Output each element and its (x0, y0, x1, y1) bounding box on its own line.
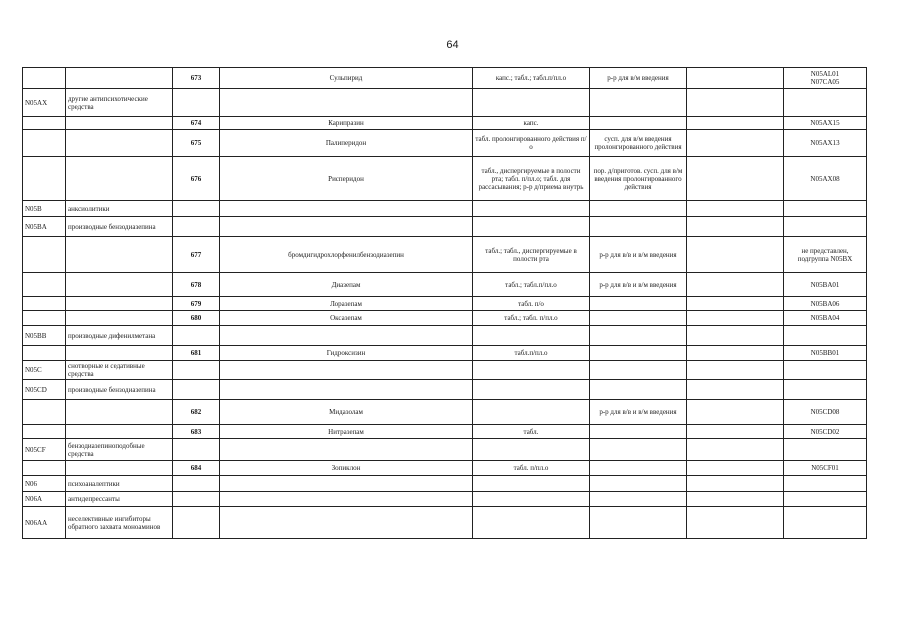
injection-form-cell (590, 201, 687, 217)
oral-form-cell: табл.п/пл.о (473, 346, 590, 361)
injection-form-cell (590, 346, 687, 361)
extra-cell (687, 346, 784, 361)
extra-cell (687, 273, 784, 297)
extra-cell (687, 425, 784, 439)
atc-code-cell (23, 237, 66, 273)
atc-match-cell: N05BA01 (784, 273, 867, 297)
atc-code-cell (23, 311, 66, 326)
group-name-cell (66, 400, 173, 425)
drug-name-cell (220, 201, 473, 217)
group-name-cell (66, 117, 173, 130)
row-number-cell: 680 (173, 311, 220, 326)
atc-code-cell (23, 117, 66, 130)
page-number: 64 (446, 39, 459, 51)
atc-code-cell: N05BB (23, 326, 66, 346)
drug-table (22, 67, 867, 539)
injection-form-cell (590, 361, 687, 380)
atc-code-cell: N05C (23, 361, 66, 380)
oral-form-cell (473, 326, 590, 346)
oral-form-cell (473, 476, 590, 492)
row-number-cell (173, 217, 220, 237)
row-number-cell: 679 (173, 297, 220, 311)
oral-form-cell (473, 492, 590, 507)
extra-cell (687, 326, 784, 346)
group-name-cell (66, 461, 173, 476)
drug-name-cell: Карипразин (220, 117, 473, 130)
table-row (23, 476, 867, 492)
group-name-cell (66, 425, 173, 439)
row-number-cell: 674 (173, 117, 220, 130)
extra-cell (687, 68, 784, 89)
group-name-cell: анксиолитики (66, 201, 173, 217)
group-name-cell (66, 130, 173, 157)
table-row (23, 117, 867, 130)
oral-form-cell: табл. п/пл.о (473, 461, 590, 476)
table-row (23, 130, 867, 157)
group-name-cell: другие антипсихотические средства (66, 89, 173, 117)
group-name-cell: снотворные и седативные средства (66, 361, 173, 380)
atc-match-cell (784, 507, 867, 539)
table-row (23, 400, 867, 425)
group-name-cell (66, 157, 173, 201)
table-row (23, 461, 867, 476)
extra-cell (687, 297, 784, 311)
group-name-cell: психоаналептики (66, 476, 173, 492)
row-number-cell: 678 (173, 273, 220, 297)
atc-match-cell (784, 492, 867, 507)
oral-form-cell: табл., диспергируемые в полости рта; табл. п/пл.о; табл. для рассасывания; р-р д/приема внутрь (473, 157, 590, 201)
row-number-cell (173, 380, 220, 400)
group-name-cell: производные бензодиазепина (66, 217, 173, 237)
atc-match-cell (784, 326, 867, 346)
row-number-cell: 677 (173, 237, 220, 273)
injection-form-cell: р-р для в/м введения (590, 68, 687, 89)
atc-code-cell (23, 273, 66, 297)
extra-cell (687, 237, 784, 273)
injection-form-cell: сусп. для в/м введения пролонгированного действия (590, 130, 687, 157)
row-number-cell: 683 (173, 425, 220, 439)
table-row (23, 201, 867, 217)
atc-match-cell: N05BA06 (784, 297, 867, 311)
injection-form-cell (590, 439, 687, 461)
oral-form-cell: табл.; табл.п/пл.о (473, 273, 590, 297)
row-number-cell (173, 201, 220, 217)
oral-form-cell (473, 217, 590, 237)
atc-code-cell (23, 425, 66, 439)
atc-code-cell (23, 130, 66, 157)
row-number-cell (173, 439, 220, 461)
drug-name-cell: Оксазепам (220, 311, 473, 326)
drug-name-cell: Палиперидон (220, 130, 473, 157)
extra-cell (687, 217, 784, 237)
drug-name-cell: бромдигидрохлорфенилбензодиазепин (220, 237, 473, 273)
drug-name-cell (220, 476, 473, 492)
extra-cell (687, 157, 784, 201)
atc-match-cell: не представлен, подгруппа N05BX (784, 237, 867, 273)
oral-form-cell: табл. (473, 425, 590, 439)
injection-form-cell (590, 326, 687, 346)
row-number-cell: 673 (173, 68, 220, 89)
atc-match-cell (784, 380, 867, 400)
injection-form-cell: р-р для в/в и в/м введения (590, 273, 687, 297)
drug-name-cell: Рисперидон (220, 157, 473, 201)
table-row (23, 425, 867, 439)
group-name-cell (66, 68, 173, 89)
drug-name-cell: Зопиклон (220, 461, 473, 476)
atc-match-cell (784, 476, 867, 492)
injection-form-cell (590, 297, 687, 311)
injection-form-cell: р-р для в/в и в/м введения (590, 400, 687, 425)
group-name-cell (66, 346, 173, 361)
row-number-cell (173, 326, 220, 346)
extra-cell (687, 130, 784, 157)
extra-cell (687, 476, 784, 492)
row-number-cell (173, 492, 220, 507)
atc-code-cell (23, 297, 66, 311)
drug-name-cell (220, 326, 473, 346)
row-number-cell: 676 (173, 157, 220, 201)
extra-cell (687, 89, 784, 117)
table-row (23, 311, 867, 326)
oral-form-cell: капс. (473, 117, 590, 130)
atc-code-cell: N06AA (23, 507, 66, 539)
injection-form-cell (590, 507, 687, 539)
table-row (23, 492, 867, 507)
group-name-cell: производные дифенилметана (66, 326, 173, 346)
table-row (23, 273, 867, 297)
row-number-cell: 681 (173, 346, 220, 361)
table-row (23, 439, 867, 461)
injection-form-cell (590, 117, 687, 130)
oral-form-cell (473, 380, 590, 400)
row-number-cell (173, 361, 220, 380)
extra-cell (687, 492, 784, 507)
oral-form-cell (473, 201, 590, 217)
injection-form-cell: пор. д/приготов. сусп. для в/м введения пролонгированного действия (590, 157, 687, 201)
atc-match-cell: N05AL01 N07CA05 (784, 68, 867, 89)
atc-match-cell (784, 361, 867, 380)
injection-form-cell (590, 476, 687, 492)
drug-name-cell: Нитразепам (220, 425, 473, 439)
group-name-cell: производные бензодиазепина (66, 380, 173, 400)
atc-match-cell: N05AX08 (784, 157, 867, 201)
drug-name-cell: Мидазолам (220, 400, 473, 425)
table-row (23, 507, 867, 539)
atc-code-cell: N05BA (23, 217, 66, 237)
atc-code-cell: N05AX (23, 89, 66, 117)
table-row (23, 297, 867, 311)
extra-cell (687, 461, 784, 476)
drug-name-cell: Гидроксизин (220, 346, 473, 361)
drug-name-cell (220, 217, 473, 237)
extra-cell (687, 380, 784, 400)
atc-match-cell: N05BA04 (784, 311, 867, 326)
extra-cell (687, 201, 784, 217)
oral-form-cell (473, 89, 590, 117)
atc-code-cell (23, 461, 66, 476)
row-number-cell: 684 (173, 461, 220, 476)
drug-name-cell: Сульпирид (220, 68, 473, 89)
row-number-cell: 682 (173, 400, 220, 425)
group-name-cell: бензодиазепиноподобные средства (66, 439, 173, 461)
table-row (23, 346, 867, 361)
oral-form-cell (473, 400, 590, 425)
row-number-cell (173, 476, 220, 492)
atc-match-cell (784, 217, 867, 237)
drug-name-cell (220, 361, 473, 380)
table-row (23, 157, 867, 201)
extra-cell (687, 117, 784, 130)
table-row (23, 68, 867, 89)
group-name-cell (66, 311, 173, 326)
atc-code-cell: N06A (23, 492, 66, 507)
injection-form-cell (590, 492, 687, 507)
drug-name-cell: Лоразепам (220, 297, 473, 311)
oral-form-cell: табл. пролонгированного действия п/о (473, 130, 590, 157)
atc-match-cell (784, 439, 867, 461)
drug-name-cell (220, 507, 473, 539)
drug-name-cell (220, 380, 473, 400)
injection-form-cell (590, 311, 687, 326)
atc-match-cell: N05AX13 (784, 130, 867, 157)
row-number-cell: 675 (173, 130, 220, 157)
injection-form-cell (590, 380, 687, 400)
oral-form-cell: капс.; табл.; табл.п/пл.о (473, 68, 590, 89)
atc-match-cell: N05CF01 (784, 461, 867, 476)
group-name-cell (66, 237, 173, 273)
group-name-cell: антидепрессанты (66, 492, 173, 507)
drug-name-cell (220, 89, 473, 117)
injection-form-cell: р-р для в/в и в/м введения (590, 237, 687, 273)
group-name-cell (66, 297, 173, 311)
row-number-cell (173, 89, 220, 117)
atc-code-cell (23, 400, 66, 425)
drug-name-cell: Диазепам (220, 273, 473, 297)
oral-form-cell: табл. п/о (473, 297, 590, 311)
atc-code-cell (23, 157, 66, 201)
atc-match-cell: N05BB01 (784, 346, 867, 361)
atc-code-cell (23, 68, 66, 89)
drug-name-cell (220, 439, 473, 461)
table-row (23, 217, 867, 237)
extra-cell (687, 311, 784, 326)
atc-match-cell: N05AX15 (784, 117, 867, 130)
atc-code-cell: N05CF (23, 439, 66, 461)
table-row (23, 237, 867, 273)
atc-code-cell: N06 (23, 476, 66, 492)
atc-match-cell: N05CD08 (784, 400, 867, 425)
table-row (23, 380, 867, 400)
injection-form-cell (590, 461, 687, 476)
oral-form-cell (473, 507, 590, 539)
oral-form-cell: табл.; табл., диспергируемые в полости рта (473, 237, 590, 273)
extra-cell (687, 439, 784, 461)
atc-match-cell: N05CD02 (784, 425, 867, 439)
group-name-cell (66, 273, 173, 297)
row-number-cell (173, 507, 220, 539)
atc-code-cell (23, 346, 66, 361)
extra-cell (687, 361, 784, 380)
oral-form-cell: табл.; табл. п/пл.о (473, 311, 590, 326)
extra-cell (687, 400, 784, 425)
extra-cell (687, 507, 784, 539)
drug-name-cell (220, 492, 473, 507)
oral-form-cell (473, 439, 590, 461)
oral-form-cell (473, 361, 590, 380)
injection-form-cell (590, 89, 687, 117)
atc-code-cell: N05CD (23, 380, 66, 400)
injection-form-cell (590, 425, 687, 439)
table-row (23, 89, 867, 117)
group-name-cell: неселективные ингибиторы обратного захвата моноаминов (66, 507, 173, 539)
injection-form-cell (590, 217, 687, 237)
atc-match-cell (784, 201, 867, 217)
table-row (23, 361, 867, 380)
table-row (23, 326, 867, 346)
atc-match-cell (784, 89, 867, 117)
atc-code-cell: N05B (23, 201, 66, 217)
